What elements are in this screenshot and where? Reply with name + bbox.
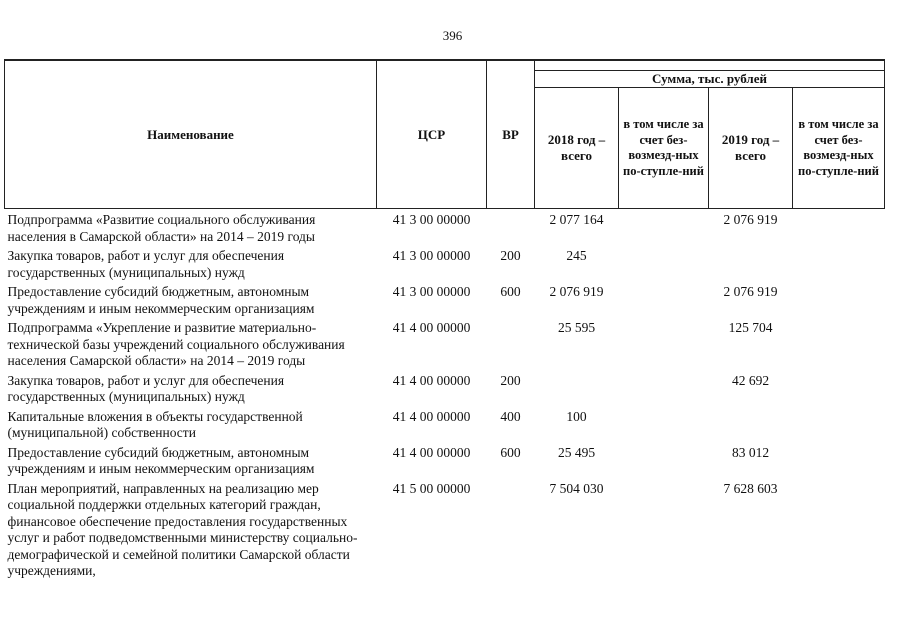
row-2018-total <box>535 371 619 407</box>
row-2019-gratuitous <box>793 443 885 479</box>
table-row <box>5 282 885 318</box>
row-csr: 41 4 00 00000 <box>392 372 471 388</box>
row-2019-total: 125 704 <box>728 320 773 335</box>
row-name: Предоставление субсидий бюджетным, автономным учреждениям и иным некоммерческим организациям <box>7 284 315 316</box>
row-2019-total: 42 692 <box>731 372 770 388</box>
row-vr <box>487 209 535 247</box>
row-2018-gratuitous <box>619 318 709 371</box>
row-vr: 200 <box>500 372 521 388</box>
row-2019-gratuitous <box>793 479 885 581</box>
row-csr: 41 3 00 00000 <box>392 248 471 263</box>
row-name: Подпрограмма «Укрепление и развитие материально-технической базы учреждений социального обслуживания населения Самарской области» на 2014 – 2019 годы <box>7 320 345 368</box>
header-2018-total: 2018 год – всего <box>535 88 619 209</box>
row-2019-total: 7 628 603 <box>723 480 778 496</box>
row-csr: 41 3 00 00000 <box>392 284 471 299</box>
row-2018-gratuitous <box>619 479 709 581</box>
row-2019-gratuitous <box>793 282 885 318</box>
row-2018-gratuitous <box>619 282 709 318</box>
table-row <box>5 209 885 247</box>
row-2018-total: 100 <box>566 408 587 424</box>
row-2019-gratuitous <box>793 209 885 247</box>
table-row <box>5 479 885 581</box>
row-name: Закупка товаров, работ и услуг для обеспечения государственных (муниципальных) нужд <box>7 372 285 404</box>
row-2019-gratuitous <box>793 246 885 282</box>
budget-table <box>4 59 885 581</box>
row-2019-total: 2 076 919 <box>723 212 778 227</box>
header-2018-gratuitous: в том числе за счет без-возмезд-ных по-ступле-ний <box>619 88 709 209</box>
row-2018-gratuitous <box>619 407 709 443</box>
row-2019-gratuitous <box>793 318 885 371</box>
row-2018-total: 25 595 <box>557 320 596 335</box>
row-2019-total: 83 012 <box>731 444 770 460</box>
row-name: Капитальные вложения в объекты государственной (муниципальной) собственности <box>7 408 303 440</box>
page-number: 396 <box>442 28 463 43</box>
row-name: Подпрограмма «Развитие социального обслуживания населения в Самарской области» на 2014 – 2019 годы <box>7 212 316 244</box>
row-2018-total: 25 495 <box>557 444 596 460</box>
header-csr: ЦСР <box>377 60 487 209</box>
row-csr: 41 4 00 00000 <box>392 408 471 424</box>
table-row <box>5 371 885 407</box>
row-2018-gratuitous <box>619 443 709 479</box>
table-header <box>5 60 885 209</box>
row-2019-total <box>709 246 793 282</box>
row-2019-total <box>709 407 793 443</box>
row-2019-gratuitous <box>793 371 885 407</box>
header-2019-gratuitous: в том числе за счет без-возмезд-ных по-ступле-ний <box>793 88 885 209</box>
row-2019-total: 2 076 919 <box>723 284 778 299</box>
row-name: План мероприятий, направленных на реализацию мер социальной поддержки отдельных категорий граждан, финансовое обеспечение предоставления государственных услуг и работ подведомственными министерству социально-демографической и семейной политики Самарской области учреждениями, <box>7 480 358 578</box>
header-sum: Сумма, тыс. рублей <box>535 71 885 88</box>
table-row <box>5 246 885 282</box>
row-2018-total: 2 076 919 <box>549 284 604 299</box>
row-vr: 200 <box>500 248 521 263</box>
row-vr <box>487 479 535 581</box>
row-name: Предоставление субсидий бюджетным, автономным учреждениям и иным некоммерческим организациям <box>7 444 315 476</box>
row-2018-total: 2 077 164 <box>549 212 604 227</box>
table-row <box>5 407 885 443</box>
table-row <box>5 443 885 479</box>
row-2018-total: 245 <box>566 248 587 263</box>
header-2019-total: 2019 год – всего <box>709 88 793 209</box>
row-2018-gratuitous <box>619 209 709 247</box>
row-vr <box>487 318 535 371</box>
row-vr: 600 <box>500 284 521 299</box>
row-2019-gratuitous <box>793 407 885 443</box>
table-body <box>5 209 885 581</box>
row-name: Закупка товаров, работ и услуг для обеспечения государственных (муниципальных) нужд <box>7 248 285 280</box>
row-csr: 41 4 00 00000 <box>392 320 471 335</box>
row-2018-total: 7 504 030 <box>549 480 604 496</box>
header-vr: ВР <box>487 60 535 209</box>
row-vr: 400 <box>500 408 521 424</box>
row-csr: 41 4 00 00000 <box>392 444 471 460</box>
table-row <box>5 318 885 371</box>
row-2018-gratuitous <box>619 246 709 282</box>
header-name: Наименование <box>5 60 377 209</box>
header-top-stub <box>535 60 885 71</box>
row-csr: 41 5 00 00000 <box>392 480 471 496</box>
row-vr: 600 <box>500 444 521 460</box>
row-2018-gratuitous <box>619 371 709 407</box>
row-csr: 41 3 00 00000 <box>392 212 471 227</box>
